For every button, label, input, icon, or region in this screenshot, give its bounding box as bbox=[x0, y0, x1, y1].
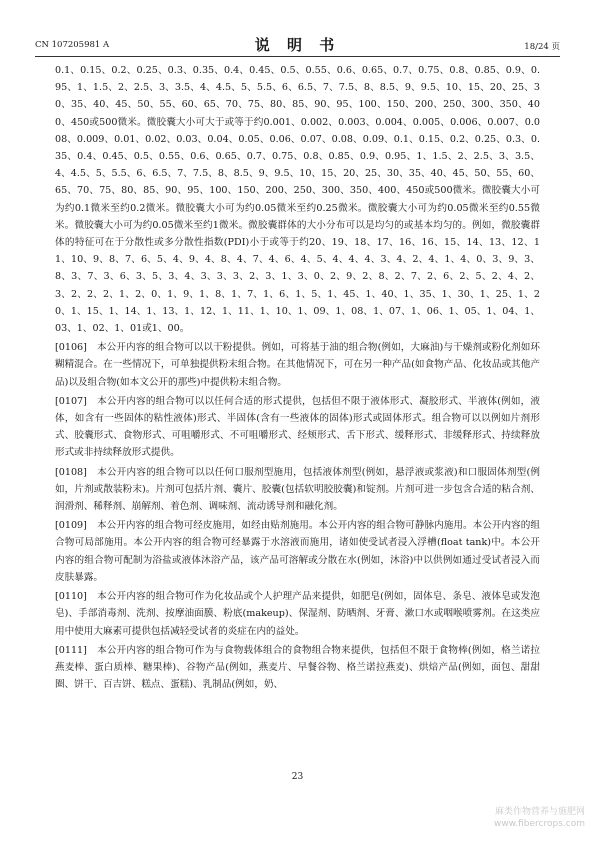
paragraph-text: 本公开内容的组合物可以以任何口服剂型施用，包括液体剂型(例如，悬浮液或浆液)和口服固体剂型(例如，片剂或散装粉末)。片剂可包括片剂、囊片、胶囊(包括软明胶胶囊)和锭剂。片剂可进一步包含合适的粘合剂、润滑剂、稀释剂、崩解剂、着色剂、调味剂、流动诱导剂和融化剂。 bbox=[55, 466, 540, 513]
watermark-url: www.fibercrops.com bbox=[494, 819, 585, 829]
paragraph-number: [0107] bbox=[55, 395, 87, 407]
paragraph-0108 bbox=[55, 464, 540, 516]
page-indicator: 18/24 页 bbox=[524, 42, 560, 52]
paragraph-0109 bbox=[55, 517, 540, 586]
document-title: 说 明 书 bbox=[254, 36, 341, 54]
paragraph-number: [0108] bbox=[55, 466, 87, 478]
paragraph-text: 0.1、0.15、0.2、0.25、0.3、0.35、0.4、0.45、0.5、0.55、0.6、0.65、0.7、0.75、0.8、0.85、0.9、0.95、1、1.5、2、2.5、3、3.5、4、4.5、5、5.5、6、6.5、7、7.5、8、8.5、9、9.5、10、15、20、25、30、35、40、45、50、55、60、65、70、75、80、85、90、95、100、150、200、250、300、350、400、450或500微米。微胶囊大小可大于或等于约0.001、0.002、0.003、0.004、0.005、0.006、0.007、0.008、0.009、0.01、0.02、0.03、0.04、0.05、0.06、0.07、0.08、0.09、0.1、0.15、0.2、0.25、0.3、0.35、0.4、0.45、0.5、0.55、0.6、0.65、0.7、0.75、0.8、0.85、0.9、0.95、1、1.5、2、2.5、3、3.5、4、4.5、5、5.5、6、6.5、7、7.5、8、8.5、9、9.5、10、15、20、25、30、35、40、45、50、55、60、65、70、75、80、85、90、95、100、150、200、250、300、350、400、450或500微米。微胶囊大小可为约0.1微米至约0.2微米。微胶囊大小可为约0.05微米至约0.25微米。微胶囊大小可为约0.05微米至约0.55微米。微胶囊大小可为约0.05微米至约1微米。微胶囊群体的大小分布可以是均匀的或基本均匀的。例如，微胶囊群体的特征可在于分散性或多分散性指数(PDI)小于或等于约20、19、18、17、16、16、15、14、13、12、11、10、9、8、7、6、5、4、9、4、8、4、7、4、6、4、5、4、4、4、3、4、2、4、1、4、0、3、9、3、8、3、7、3、6、3、5、3、4、3、3、3、2、3、1、3、0、2、9、2、8、2、7、2、6、2、5、2、4、2、3、2、2、2、1、2、0、1、9、1、8、1、7、1、6、1、5、1、45、1、40、1、35、1、30、1、25、1、20、1、15、1、14、1、13、1、12、1、11、1、10、1、09、1、08、1、07、1、06、1、05、1、04、1、03、1、02、1、01或1、00。 bbox=[55, 65, 540, 335]
paragraph-text: 本公开内容的组合物可作为化妆品或个人护理产品来提供，如肥皂(例如，固体皂、条皂、液体皂或发泡皂)、手部消毒剂、洗剂、按摩油面膜、粉底(makeup)、保湿剂、防晒剂、牙膏、漱口水或咽喉喷雾剂。在这类应用中使用大麻素可提供包括减轻受试者的炎症在内的益处。 bbox=[55, 591, 540, 637]
paragraph-text: 本公开内容的组合物可作为与食物载体组合的食物组合物来提供，包括但不限于食物棒(例如，格兰诺拉燕麦棒、蛋白质棒、糖果棒)、谷物产品(例如，燕麦片、早餐谷物、格兰诺拉燕麦)、烘焙产品(例如，面包、甜甜圈、饼干、百吉饼、糕点、蛋糕)、乳制品(例如，奶、 bbox=[55, 644, 540, 691]
paragraph-text: 本公开内容的组合物可经皮施用，如经由贴剂施用。本公开内容的组合物可静脉内施用。本公开内容的组合物可局部施用。本公开内容的组合物可经暴露于水溶液而施用，诸如使受试者浸入浮槽(float tank)中。本公开内容的组合物可配制为浴盐或液体沐浴产品，该产品可溶解或分散在水(例如，沐浴)中以供例如通过受试者浸入而皮肤暴露。 bbox=[55, 520, 540, 583]
paragraph-number: [0109] bbox=[55, 520, 87, 532]
page-number: 23 bbox=[291, 772, 304, 782]
watermark-title: 麻类作物营养与施肥网 bbox=[494, 807, 585, 817]
paragraph-0110 bbox=[55, 588, 540, 640]
paragraph-number: [0111] bbox=[55, 644, 87, 656]
paragraph-text: 本公开内容的组合物可以以任何合适的形式提供，包括但不限于液体形式、凝胶形式、半液体(例如，液体，如含有一些固体的粘性液体)形式、半固体(含有一些液体的固体)形式或固体形式。组合物可以以例如片剂形式、胶囊形式、食物形式、可咀嚼形式、不可咀嚼形式、经颊形式、舌下形式、缓释形式、非缓释形式、持续释放形式或非持续释放形式提供。 bbox=[55, 395, 540, 459]
document-body bbox=[55, 62, 540, 693]
patent-number: CN 107205981 A bbox=[35, 40, 110, 50]
paragraph-0107 bbox=[55, 393, 540, 462]
paragraph-text: 本公开内容的组合物可以以干粉提供。例如，可将基于油的组合物(例如，大麻油)与干燥剂或粉化剂如环糊精混合。在一些情况下，可单独提供粉末组合物。在其他情况下，可在另一种产品(如食物产品、化妆品或其他产品)以及组合物(如本文公开的那些)中提供粉末组合物。 bbox=[55, 342, 540, 388]
paragraph-0111 bbox=[55, 642, 540, 694]
paragraph-continued bbox=[55, 62, 540, 337]
paragraph-number: [0106] bbox=[55, 342, 87, 354]
site-watermark bbox=[494, 806, 585, 830]
page-header bbox=[35, 34, 560, 57]
paragraph-0106 bbox=[55, 339, 540, 391]
paragraph-number: [0110] bbox=[55, 591, 87, 603]
